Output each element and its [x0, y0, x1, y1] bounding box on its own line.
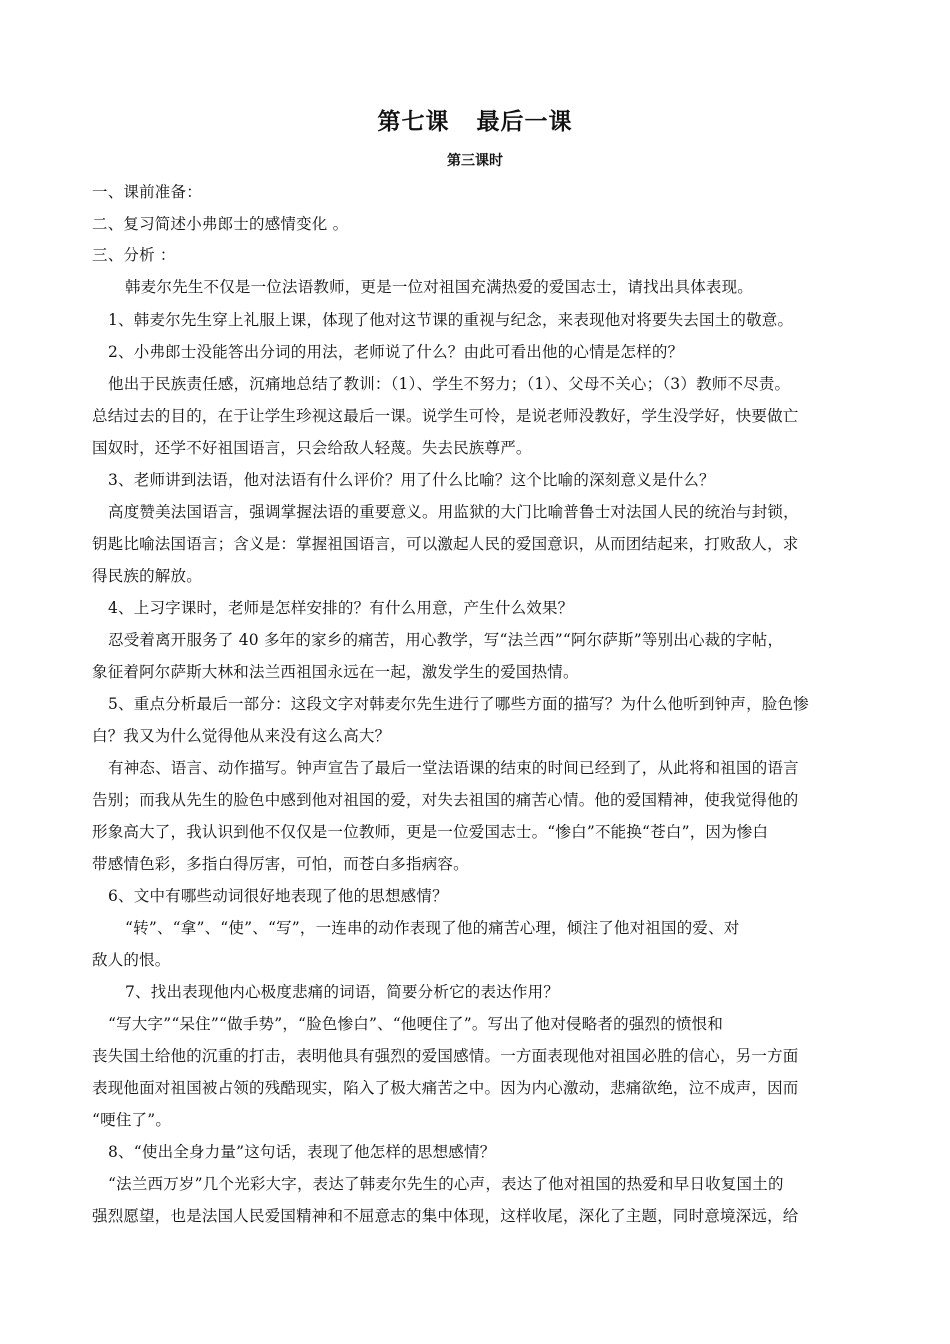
text-line: 国奴时，还学不好祖国语言，只会给敌人轻蔑。失去民族尊严。	[92, 439, 532, 457]
text-line: 韩麦尔先生不仅是一位法语教师，更是一位对祖国充满热爱的爱国志士，请找出具体表现。	[125, 278, 754, 296]
text-line: 忍受着离开服务了 40 多年的家乡的痛苦，用心教学，写“法兰西”“阿尔萨斯”等别出心裁的字帖，	[108, 631, 784, 649]
text-line: “哽住了”。	[92, 1111, 172, 1129]
text-line: 告别；而我从先生的脸色中感到他对祖国的爱，对失去祖国的痛苦心情。他的爱国精神，使我觉得他的	[92, 791, 799, 809]
text-line: 强烈愿望，也是法国人民爱国精神和不屈意志的集中体现，这样收尾，深化了主题，同时意境深远，给	[92, 1207, 799, 1225]
text-line: 白？我又为什么觉得他从来没有这么高大？	[92, 727, 391, 745]
text-line: 丧失国土给他的沉重的打击，表明他具有强烈的爱国感情。一方面表现他对祖国必胜的信心，另一方面	[92, 1047, 799, 1065]
text-line: “写大字”“呆住”“做手势”，“脸色惨白”、“他哽住了”。写出了他对侵略者的强烈的愤恨和	[108, 1015, 724, 1033]
text-line: 三、分析 ：	[92, 246, 176, 264]
text-line: 2、小弗郎士没能答出分词的用法，老师说了什么？由此可看出他的心情是怎样的？	[108, 343, 684, 361]
text-line: 象征着阿尔萨斯大林和法兰西祖国永远在一起，激发学生的爱国热情。	[92, 663, 579, 681]
text-line: 6、文中有哪些动词很好地表现了他的思想感情？	[108, 887, 448, 905]
text-line: 一、课前准备：	[92, 183, 202, 201]
text-line: 1、韩麦尔先生穿上礼服上课，体现了他对这节课的重视与纪念，来表现他对将要失去国土的敬意。	[108, 311, 794, 329]
text-line: 敌人的恨。	[92, 951, 171, 969]
text-line: 5、重点分析最后一部分：这段文字对韩麦尔先生进行了哪些方面的描写？为什么他听到钟声，脸色惨	[108, 695, 809, 713]
text-line: 总结过去的目的，在于让学生珍视这最后一课。说学生可怜，是说老师没教好，学生没学好，快要做亡	[92, 407, 799, 425]
text-line: 4、上习字课时，老师是怎样安排的？有什么用意，产生什么效果？	[108, 599, 574, 617]
text-line: 高度赞美法国语言，强调掌握法语的重要意义。用监狱的大门比喻普鲁士对法国人民的统治与封锁，	[108, 503, 799, 521]
text-line: 形象高大了，我认识到他不仅仅是一位教师，更是一位爱国志士。“惨白”不能换“苍白”，因为惨白	[92, 823, 769, 841]
text-line: 8、“使出全身力量”这句话，表现了他怎样的思想感情？	[108, 1143, 496, 1161]
text-line: 二、复习简述小弗郎士的感情变化 。	[92, 215, 349, 233]
text-line: 表现他面对祖国被占领的残酷现实，陷入了极大痛苦之中。因为内心激动，悲痛欲绝，泣不成声，因而	[92, 1079, 799, 1097]
page-title: 第七课 最后一课	[377, 109, 573, 135]
text-line: 得民族的解放。	[92, 567, 202, 585]
text-line: 7、找出表现他内心极度悲痛的词语，简要分析它的表达作用？	[125, 983, 559, 1001]
text-line: 3、老师讲到法语，他对法语有什么评价？用了什么比喻？这个比喻的深刻意义是什么？	[108, 471, 715, 489]
page-subtitle: 第三课时	[447, 153, 503, 169]
text-line: 钥匙比喻法国语言；含义是：掌握祖国语言，可以激起人民的爱国意识，从而团结起来，打败敌人，求	[92, 535, 799, 553]
text-line: “法兰西万岁”几个光彩大字，表达了韩麦尔先生的心声，表达了他对祖国的热爱和早日收复国土的	[108, 1175, 784, 1193]
text-line: 有神态、语言、动作描写。钟声宣告了最后一堂法语课的结束的时间已经到了，从此将和祖国的语言	[108, 759, 799, 777]
text-line: “转”、“拿”、“使”、“写”，一连串的动作表现了他的痛苦心理，倾注了他对祖国的爱、对	[125, 919, 740, 937]
text-line: 他出于民族责任感，沉痛地总结了教训：（1）、学生不努力；（1）、父母不关心；（3）教师不尽责。	[108, 375, 791, 393]
text-line: 带感情色彩，多指白得厉害，可怕，而苍白多指病容。	[92, 855, 469, 873]
